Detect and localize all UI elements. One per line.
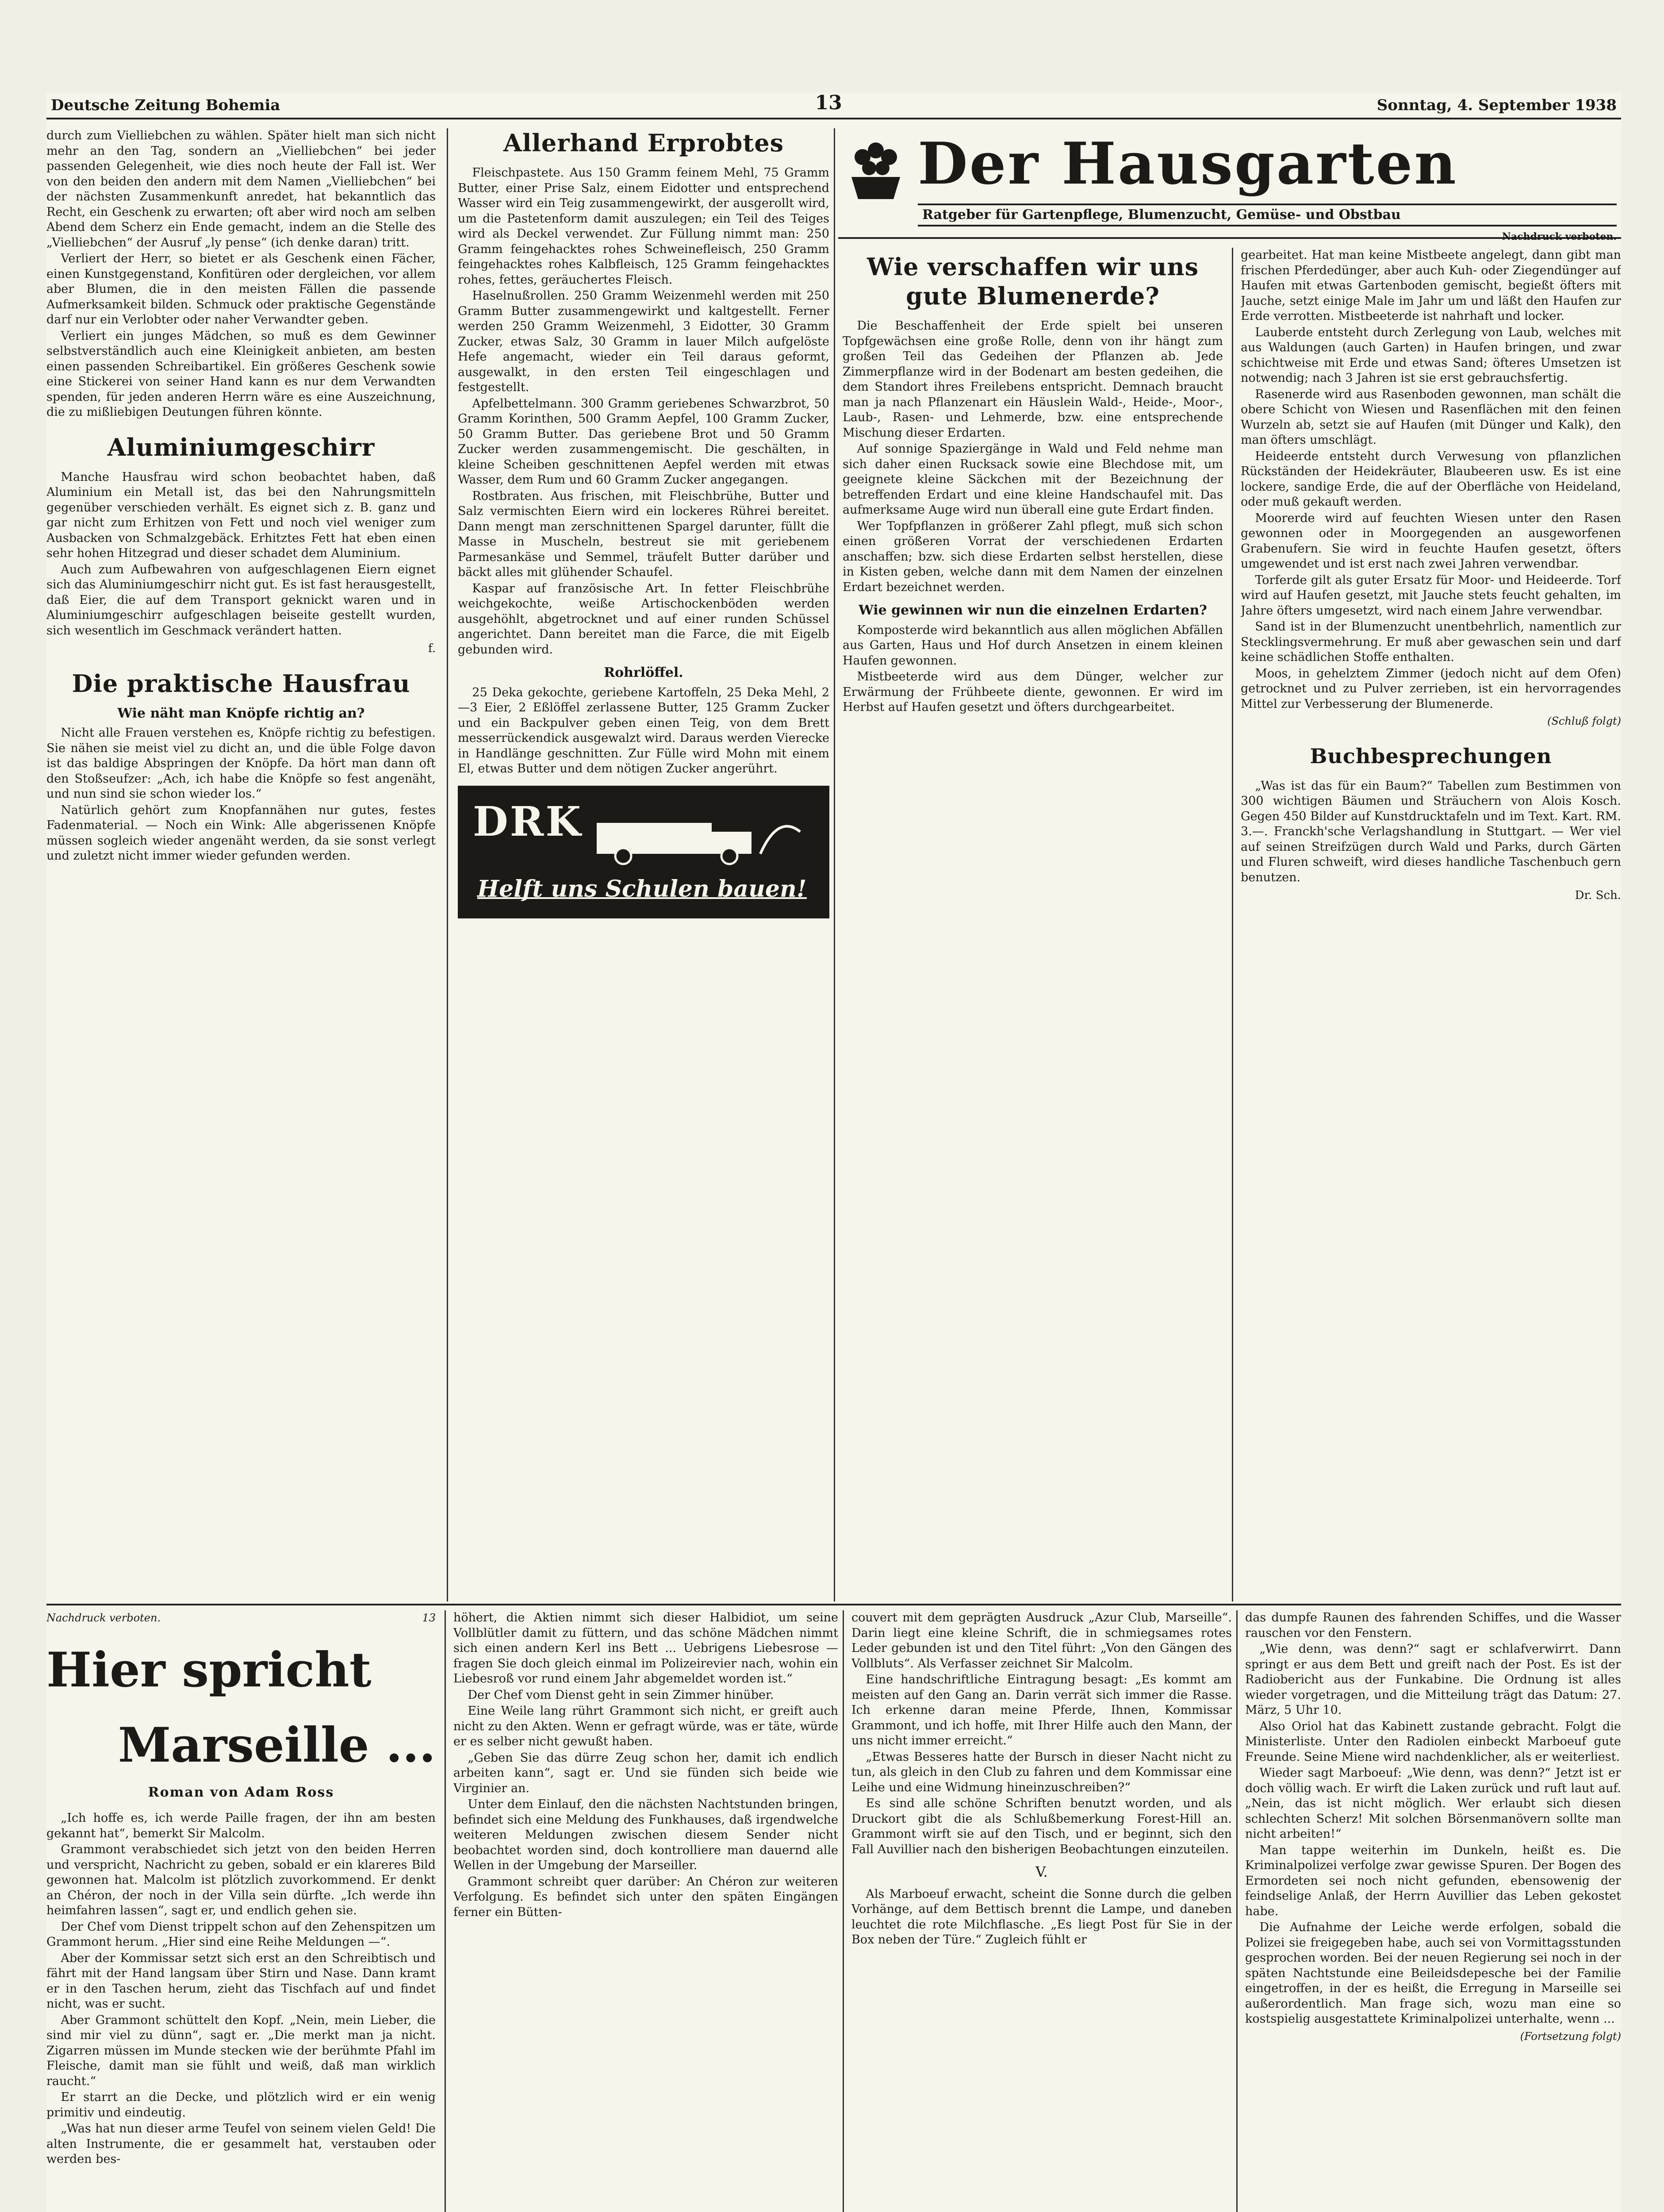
paragraph: Grammont verabschiedet sich jetzt von den beiden Herren und verspricht, Nachricht zu geben, sobald er ein klareres Bild gewonnen hat. Malcolm ist plötzlich zuvorkommend. Er denkt an Chéron, der noch in der Villa sein dürfte. „Ich werde ihn heimfahren lassen“, sagt er, und endlich gehen sie.	[46, 1843, 436, 1917]
paragraph: Aber der Kommissar setzt sich erst an den Schreibtisch und fährt mit der Hand langsam über Stirn und Nase. Dann kramt er in den Taschen herum, zieht das Tischfach auf und findet nicht, was er sucht.	[46, 1951, 436, 2011]
paragraph: Der Chef vom Dienst geht in sein Zimmer hinüber.	[468, 1688, 774, 1702]
paragraph: Als Marboeuf erwacht, scheint die Sonne durch die gelben Vorhänge, auf dem Bettisch brennt die Lampe, und daneben leuchtet die rote Milchflasche. „Es liegt Post für Sie in der Box neben der Türe.“ Zugleich fühlt er	[851, 1887, 1232, 1947]
paragraph: Auch zum Aufbewahren von aufgeschlagenen Eiern eignet sich das Aluminiumgeschirr nicht gut. Es ist fast herausgestellt, daß Eier, die auf dem Transport geknickt waren und in Aluminiumgeschirr aufgeschlagen beiseite gestellt wurden, sich wesentlich im Geschmack verändert hatten.	[46, 562, 436, 637]
ad-logo-text: DRK	[473, 797, 583, 845]
paragraph: Wieder sagt Marboeuf: „Wie denn, was denn?“ Jetzt ist er doch völlig wach. Er wirft die Laken zurück und ruft laut auf. „Nein, das ist nicht möglich. Wer erlaubt sich diesen schlechten Scherz! Mit solchen Börsenmanövern sollte man nicht arbeiten!“	[1245, 1766, 1621, 1841]
installment-number: 13	[422, 1612, 436, 1624]
paragraph: couvert mit dem geprägten Ausdruck „Azur Club, Marseille“. Darin liegt eine kleine Schrift, die in schmiegsames rotes Leder gebunden ist und den Titel führt: „Von den Gängen des Vollbluts“. Als Verfasser zeichnet Sir Malcolm.	[851, 1611, 1232, 1671]
paragraph: „Geben Sie das dürre Zeug schon her, damit ich endlich arbeiten kann“, sagt er. Und sie fünden sich beide wie Virginier an.	[453, 1751, 838, 1795]
reprint-note: Nachdruck verboten.	[1502, 231, 1617, 242]
paragraph: Moorerde wird auf feuchten Wiesen unter den Rasen gewonnen oder in Moorgegenden an ausgeworfenen Grabenufern. Sie wird in feuchte Haufen gesetzt, öfters umgewendet und ist erst nach zwei Jahren verwendbar.	[1241, 511, 1621, 571]
paragraph: „Ich hoffe es, ich werde Paille fragen, der ihn am besten gekannt hat“, bemerkt Sir Malcolm.	[46, 1811, 436, 1840]
serial-column-b	[453, 1610, 838, 2212]
paragraph: Aber Grammont schüttelt den Kopf. „Nein, mein Lieber, die sind mir viel zu dünn“, sagt er. „Die merkt man ja nicht. Zigarren müssen im Munde stecken wie der berühmte Pfahl im Fleische, damit man sie fühlt und weiß, daß man wirklich raucht.“	[46, 2013, 436, 2088]
reprint-note: Nachdruck verboten.	[46, 1612, 161, 1624]
paragraph: Apfelbettelmann. 300 Gramm geriebenes Schwarzbrot, 50 Gramm Korinthen, 500 Gramm Aepfel, 100 Gramm Zucker, 50 Gramm Butter. Das geriebene Brot und 50 Gramm Zucker werden zusammengemischt. Die geschälten, in kleine Scheiben geschnittenen Aepfel werden mit etwas Wasser, dem Rum und 60 Gramm Zucker angegangen.	[458, 396, 829, 487]
heading-blumenerde: Wie verschaffen wir uns gute Blumenerde?	[867, 253, 1199, 310]
paragraph: Mistbeeterde wird aus dem Dünger, welcher zur Erwärmung der Frühbeete diente, gewonnen. Er wird im Herbst auf Haufen gesetzt und öfters durchgearbeitet.	[843, 670, 1223, 714]
paragraph: Die Beschaffenheit der Erde spielt bei unseren Topfgewächsen eine große Rolle, denn von ihr hängt zum großen Teil das Gedeihen der Pflanzen ab. Jede Zimmerpflanze wird in der Bodenart am besten gedeihen, die dem Standort ihres Freilebens entspricht. Demnach braucht man ja nach Pflanzenart ein Häuslein Wald-, Heide-, Moor-, Laub-, Rasen- und Lehmerde, bzw. eine entsprechende Mischung dieser Erdarten.	[843, 319, 1223, 440]
paragraph: Eine handschriftliche Eintragung besagt: „Es kommt am meisten auf den Gang an. Darin verrät sich immer die Rasse. Ich erkenne daran meine Pferde, Ihnen, Kommissar Grammont, und ich hoffe, mit Ihrer Hilfe auch den Mann, der uns nicht immer erreicht.“	[851, 1673, 1232, 1747]
upper-section	[46, 128, 1621, 1601]
heading-buchbesprechungen: Buchbesprechungen	[1310, 744, 1552, 768]
serial-column-c	[851, 1610, 1232, 2212]
column-rule	[447, 128, 448, 1601]
paragraph: Er starrt an die Decke, und plötzlich wird er ein wenig primitiv und eindeutig.	[46, 2090, 436, 2120]
truck-icon	[592, 805, 805, 867]
signature: Dr. Sch.	[1575, 889, 1621, 902]
column-rule	[1232, 248, 1233, 1601]
paragraph: Sand ist in der Blumenzucht unentbehrlich, namentlich zur Stecklingsvermehrung. Er muß aber gewaschen sein und darf keine schädlichen Stoffe enthalten.	[1241, 620, 1621, 664]
column-1	[46, 128, 436, 1601]
heading-aluminiumgeschirr: Aluminiumgeschirr	[107, 433, 375, 461]
signature: f.	[428, 642, 436, 655]
paragraph: Verliert ein junges Mädchen, so muß es dem Gewinner selbstverständlich auch eine Kleinigkeit anbieten, am besten einen passenden Schreibartikel. Ein größeres Geschenk sowie eine Stickerei von seiner Hand kann es nur dem Verwandten spenden, für jeden anderen Herrn wäre es eine Auszeichnung, die zu mißliebigen Deutungen führen könnte.	[46, 329, 436, 419]
flower-basket-icon	[843, 137, 909, 204]
column-2	[458, 128, 829, 1601]
paragraph: Fleischpastete. Aus 150 Gramm feinem Mehl, 75 Gramm Butter, einer Prise Salz, einem Eidotter und entsprechend Wasser wird ein Teig zusammengewirkt, der ausgerollt wird, um die Pastetenform damit auszulegen; ein Teil des Teiges wird als Deckel verwendet. Zur Füllung nimmt man: 250 Gramm feingehacktes rohes Schweinefleisch, 250 Gramm feingehacktes rohes Kalbfleisch, 125 Gramm feingehacktes rohes, fettes, geräuchertes Fleisch.	[458, 166, 829, 287]
column-rule	[445, 1610, 446, 2212]
section-number: V.	[1035, 1863, 1048, 1880]
hausgarten-banner	[838, 128, 1621, 242]
paragraph: durch zum Vielliebchen zu wählen. Später hielt man sich nicht mehr an den Tag, sondern an „Vielliebchen“ bei jeder passenden Gelegenheit, wie dies noch heute der Fall ist. Wer von den beiden den andern mit dem Namen „Vielliebchen“ bei der nächsten Zusammenkunft anredet, hat bekanntlich das Recht, ein Geschenk zu erwarten; oft aber wird noch am selben Abend dem Scherz ein Ende gemacht, indem an die Stelle des „Vielliebchen“ der Ausruf „ly pense“ (ich denke daran) tritt.	[46, 129, 436, 250]
heading-allerhand-erprobtes: Allerhand Erprobtes	[503, 129, 784, 157]
serial-title-line-1: Hier spricht	[46, 1642, 372, 1698]
ad-slogan: Helft uns Schulen bauen!	[477, 876, 807, 902]
paragraph: gearbeitet. Hat man keine Mistbeete angelegt, dann gibt man frischen Pferdedünger, aber auch Kuh- oder Ziegendünger auf Haufen mit etwas Gartenboden gemischt, begießt öfters mit Jauche, setzt einige Male im Jahr um und läßt den Haufen zur Erde verrotten. Mistbeeterde ist nahrhaft und locker.	[1241, 248, 1621, 323]
advertisement-drk	[458, 786, 829, 918]
paragraph: „Etwas Besseres hatte der Bursch in dieser Nacht nicht zu tun, als gleich in den Club zu fahren und dem Kommissar eine Leihe und eine Widmung hineinzuschreiben?“	[851, 1750, 1232, 1794]
garden-column-a	[843, 248, 1223, 1601]
paragraph: Eine Weile lang rührt Grammont sich nicht, er greift auch nicht zu den Akten. Wenn er gefragt würde, was er täte, würde er es selber nicht gewußt haben.	[453, 1704, 838, 1748]
subheading: Rohrlöffel.	[604, 665, 683, 680]
serial-section	[46, 1610, 1621, 2212]
masthead	[46, 93, 1621, 119]
paragraph: Der Chef vom Dienst trippelt schon auf den Zehenspitzen um Grammont herum. „Hier sind eine Reihe Meldungen —“.	[46, 1920, 436, 1949]
paragraph: Nicht alle Frauen verstehen es, Knöpfe richtig zu befestigen. Sie nähen sie meist viel zu dicht an, und die üble Folge davon ist das baldige Abspringen der Knöpfe. Da hört man dann oft den Stoßseufzer: „Ach, ich habe die Knöpfe so fest angenäht, und nun sind sie schon wieder los.“	[46, 726, 436, 801]
paragraph: Rostbraten. Aus frischen, mit Fleischbrühe, Butter und Salz vermischten Eiern wird ein lockeres Rührei bereitet. Dann mengt man zerschnittenen Spargel darunter, füllt die Masse in Muscheln, bestreut sie mit geriebenem Parmesankäse und Semmel, träufelt Butter darüber und bäckt alles mit glühender Schaufel.	[458, 489, 829, 579]
paragraph: Wer Topfpflanzen in größerer Zahl pflegt, muß sich schon einen größeren Vorrat der verschiedenen Erdarten anschaffen; bzw. sich diese Erdarten selbst herstellen, diese in Kisten geben, welche dann mit dem Namen der einzelnen Erdart bezeichnet werden.	[843, 519, 1223, 594]
paragraph: Es sind alle schöne Schriften benutzt worden, und als Druckort gibt die als Schlußbemerkung Forest-Hill an. Grammont wirft sie auf den Tisch, und er beginnt, sich den Fall Auvillier nach den bisherigen Beobachtungen einzuteilen.	[851, 1797, 1232, 1856]
paragraph: Torferde gilt als guter Ersatz für Moor- und Heideerde. Torf wird auf Haufen gesetzt, mit Jauche stets feucht gehalten, im Jahre öfters umgesetzt, wird nach einem Jahre verwendbar.	[1241, 573, 1621, 618]
paragraph: Moos, in gehelztem Zimmer (jedoch nicht auf dem Ofen) getrocknet und zu Pulver zerrieben, ist ein hervorragendes Mittel zur Verbesserung der Blumenerde.	[1241, 666, 1621, 711]
column-rule	[1236, 1610, 1238, 2212]
subheading: Wie gewinnen wir nun die einzelnen Erdarten?	[859, 603, 1207, 618]
paragraph: Komposterde wird bekanntlich aus allen möglichen Abfällen aus Garten, Haus und Hof durch Ansetzen in einem kleinen Haufen gewonnen.	[843, 623, 1223, 668]
paragraph: „Was hat nun dieser arme Teufel von seinem vielen Geld! Die alten Instrumente, die er gesammelt hat, verstauben oder werden bes-	[46, 2122, 436, 2166]
paragraph: Man tappe weiterhin im Dunkeln, heißt es. Die Kriminalpolizei verfolge zwar gewisse Spuren. Der Bogen des Ermordeten sei noch nicht gefunden, ebensowenig der feindselige Anlaß, der Herrn Auvillier das Leben gekostet habe.	[1245, 1843, 1621, 1918]
serial-header	[46, 1610, 436, 1626]
paragraph: das dumpfe Raunen des fahrenden Schiffes, und die Wasser rauschen vor den Fenstern.	[1245, 1611, 1621, 1640]
paragraph: Also Oriol hat das Kabinett zustande gebracht. Folgt die Ministerliste. Unter den Radiolen einbeckt Marboeuf gute Freunde. Seine Miene wird nachdenklicher, als er weiterliest.	[1245, 1719, 1621, 1764]
hausgarten-subtitle: Ratgeber für Gartenpflege, Blumenzucht, Gemüse- und Obstbau	[918, 204, 1617, 227]
section-rule	[46, 1604, 1621, 1605]
column-rule	[834, 128, 835, 1601]
continuation-note: (Fortsetzung folgt)	[1520, 2030, 1621, 2043]
hausgarten-title: Der Hausgarten	[918, 130, 1458, 197]
serial-title-line-2: Marseille ...	[118, 1717, 436, 1773]
heading-praktische-hausfrau: Die praktische Hausfrau	[72, 669, 410, 698]
paragraph: Unter dem Einlauf, den die nächsten Nachtstunden bringen, befindet sich eine Meldung des Funkhauses, daß irgendwelche weiteren Meldungen zwischen diesem Sender nicht beobachtet worden sind, doch kontrolliere man dauernd alle Wellen in der Umgebung der Marseiller.	[453, 1797, 838, 1872]
paragraph: Manche Hausfrau wird schon beobachtet haben, daß Aluminium ein Metall ist, das bei den Nahrungsmitteln gegenüber verschieden verhält. Es eignet sich z. B. ganz und gar nicht zum Erhitzen von Fett und noch viel weniger zum Ausbacken von Schmalzgebäck. Erhitztes Fett hat eben einen sehr hohen Hitzegrad und dieser schadet dem Aluminium.	[46, 470, 436, 560]
paragraph: Natürlich gehört zum Knopfannähen nur gutes, festes Fadenmaterial. — Noch ein Wink: Alle abgerissenen Knöpfe müssen sogleich wieder angenäht werden, da sie sonst verlegt und zuletzt nicht immer wieder gefunden werden.	[46, 803, 436, 863]
page-number: 13	[815, 92, 842, 114]
garden-column-b	[1241, 248, 1621, 1601]
paragraph: Rasenerde wird aus Rasenboden gewonnen, man schält die obere Schicht von Wiesen und Rasenflächen mit den feinen Wurzeln ab, setzt sie auf Haufen (mit Dünger und Kalk), den man öfters umschlägt.	[1241, 387, 1621, 447]
paragraph: Verliert der Herr, so bietet er als Geschenk einen Fächer, einen Kunstgegenstand, Konfitüren oder dergleichen, vor allem aber Blumen, die in den meisten Fällen die passende Aufmerksamkeit bilden. Schmuck oder praktische Gegenstände darf nur ein Verlobter oder naher Verwandter geben.	[46, 252, 436, 326]
paragraph: 25 Deka gekochte, geriebene Kartoffeln, 25 Deka Mehl, 2—3 Eier, 2 Eßlöffel zerlassene Butter, 125 Gramm Zucker und ein Backpulver geben einen Teig, von dem Brett messerrückendick ausgewalzt wird. Daraus werden Vierecke in Handlänge geschnitten. Zur Fülle wird Mohn mit einem El, etwas Butter und dem nötigen Zucker angerührt.	[458, 685, 829, 776]
subheading: Wie näht man Knöpfe richtig an?	[117, 705, 365, 721]
paragraph: „Wie denn, was denn?“ sagt er schlafverwirrt. Dann springt er aus dem Bett und greift nach der Post. Es ist der Radiobericht aus der Funkabine. Die Ordnung ist alles wieder vorgetragen, und die Mitteilung trägt das Datum: 27. März, 5 Uhr 10.	[1245, 1642, 1621, 1717]
paragraph: Grammont schreibt quer darüber: An Chéron zur weiteren Verfolgung. Es befindet sich unter den späten Eingängen ferner ein Bütten-	[453, 1874, 838, 1919]
paragraph: Lauberde entsteht durch Zerlegung von Laub, welches mit aus Waldungen (auch Garten) in Haufen bringen, und zwar schichtweise mit Erde und etwas Sand; öfteres Umsetzen ist notwendig; nach 3 Jahren ist sie erst gebrauchsfertig.	[1241, 325, 1621, 385]
newspaper-page	[46, 93, 1621, 2212]
paragraph: Heideerde entsteht durch Verwesung von pflanzlichen Rückständen der Heidekräuter, Blaubeeren usw. Es ist eine lockere, sandige Erde, die auf der Oberfläche von Heideland, oder muß gekauft werden.	[1241, 449, 1621, 509]
serial-byline: Roman von Adam Ross	[148, 1784, 334, 1800]
paragraph: höhert, die Aktien nimmt sich dieser Halbidiot, um seine Vollblütler damit zu füttern, und das schöne Mädchen nimmt sich einen andern Kerl ins Bett ... Uebrigens Liebesrose — fragen Sie doch gleich einmal im Polizeirevier nach, wohin ein Liebesroß vor rund einem Jahr abgemeldet worden ist.“	[453, 1611, 838, 1686]
masthead-title: Deutsche Zeitung Bohemia	[51, 96, 280, 114]
masthead-date: Sonntag, 4. September 1938	[1376, 96, 1617, 114]
paragraph: Die Aufnahme der Leiche werde erfolgen, sobald die Polizei sie freigegeben habe, auch sei von Vormittagsstunden gesprochen worden. Bei der neuen Regierung sei noch in der späten Nachtstunde eine Beileidsdepesche bei der Familie eingetroffen, in der es heißt, die Erregung in Marseille sei außerordentlich. Man frage sich, wozu man eine so kostspielig ausgestattete Kriminalpolizei unterhalte, wenn ...	[1245, 1920, 1621, 2026]
paragraph: „Was ist das für ein Baum?“ Tabellen zum Bestimmen von 300 wichtigen Bäumen und Sträuchern von Alois Kosch. Gegen 450 Bilder auf Kunstdrucktafeln und im Text. Kart. RM. 3.—. Franckh'sche Verlagshandlung in Stuttgart. — Wer viel auf seinen Streifzügen durch Wald und Parks, durch Gärten und Fluren schweift, wird dieses handliche Taschenbuch gern benutzen.	[1241, 779, 1621, 884]
paragraph: Haselnußrollen. 250 Gramm Weizenmehl werden mit 250 Gramm Butter zusammengewirkt und kaltgestellt. Ferner werden 250 Gramm Weizenmehl, 3 Eidotter, 30 Gramm Zucker, etwas Salz, 30 Gramm in lauer Milch aufgelöste Hefe angemacht, wieder ein Teil daraus geformt, ausgewalkt, in den ersten Teil eingeschlagen und festgestellt.	[458, 289, 829, 394]
serial-column-d	[1245, 1610, 1621, 2212]
serial-column-a	[46, 1610, 436, 2212]
column-rule	[843, 1610, 844, 2212]
continuation-note: (Schluß folgt)	[1547, 715, 1621, 727]
paragraph: Kaspar auf französische Art. In fetter Fleischbrühe weichgekochte, weiße Artischockenböden werden ausgehöhlt, abgetrocknet und auf einer runden Schüssel angerichtet. Dann bereitet man die Farce, die mit Eigelb gebunden wird.	[458, 581, 829, 657]
paragraph: Auf sonnige Spaziergänge in Wald und Feld nehme man sich daher einen Rucksack sowie eine Blechdose mit, um geeignete kleine Säckchen mit der Bezeichnung der betreffenden Erdart und eine kleine Handschaufel mit. Das aufmerksame Auge wird nun überall eine gute Erdart finden.	[843, 442, 1223, 517]
